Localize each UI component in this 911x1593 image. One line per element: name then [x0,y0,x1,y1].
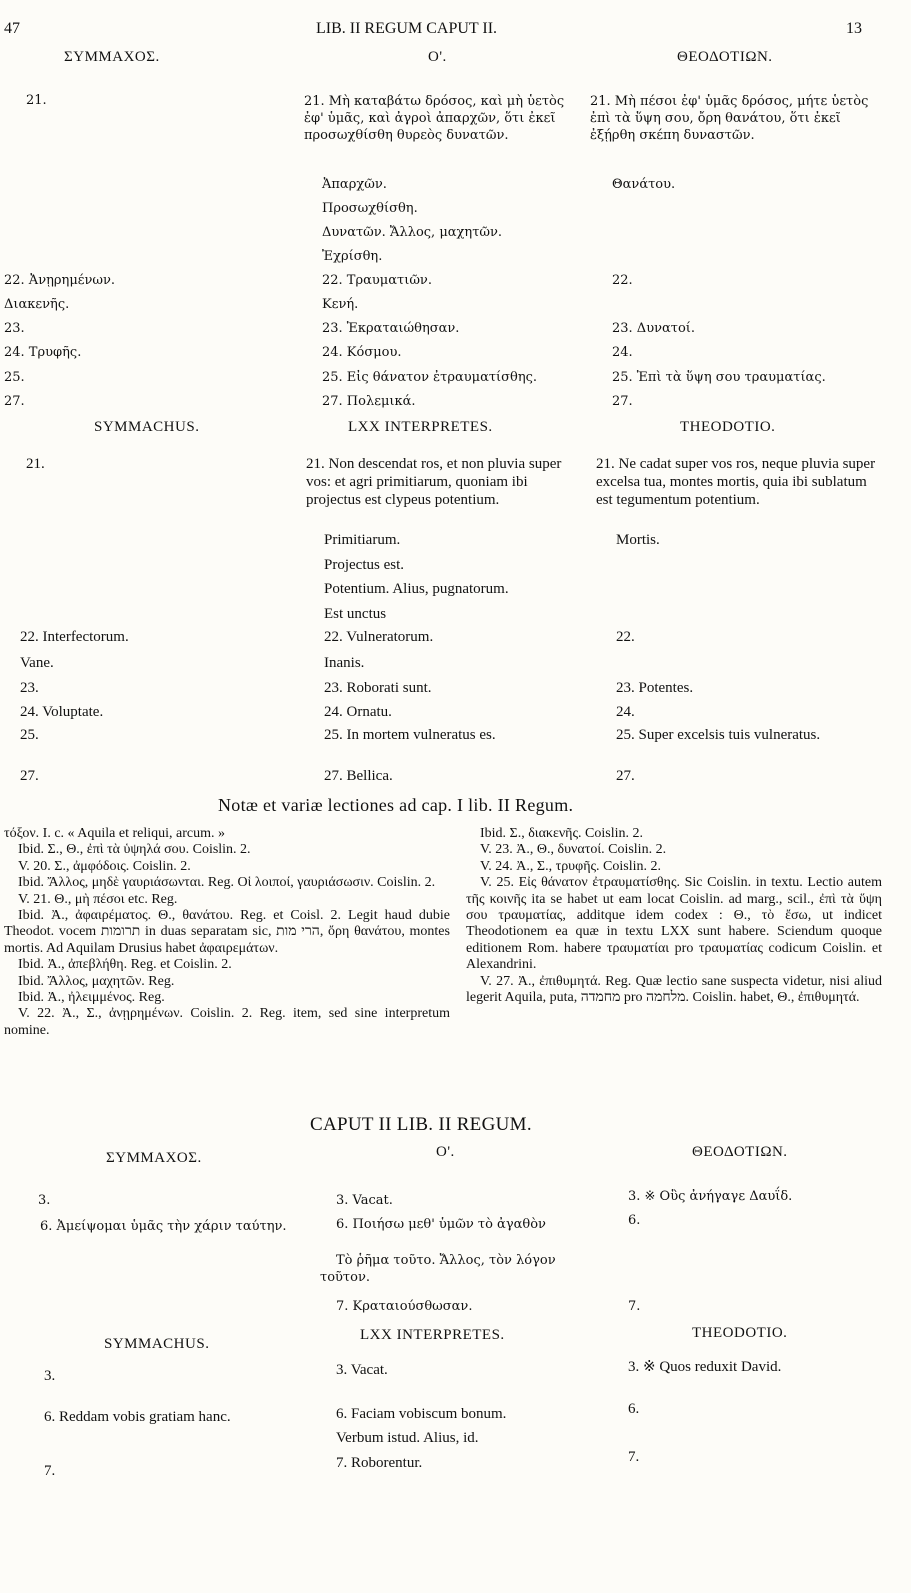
lxx-la-item: Est unctus [324,606,387,622]
theo-la-item: 27. [616,768,635,784]
lxx-gr2-7: 7. Κραταιούσθωσαν. [336,1299,473,1314]
sym-gr-27: 27. [4,394,25,409]
lxx-la-item: 27. Bellica. [324,768,393,784]
lxx-gr-item: 23. Ἐκραταιώθησαν. [322,321,460,336]
lxx-la-item: 24. Ornatu. [324,704,392,720]
lxx-la-item: 22. Vulneratorum. [324,629,434,645]
col-head-theodotio-la-2: THEODOTIO. [692,1325,788,1341]
lxx-la-item: Potentium. Alius, pugnatorum. [324,581,509,597]
lxx-gr2-3: 3. Vacat. [336,1193,393,1208]
lxx-la2-note: Verbum istud. Alius, id. [336,1430,479,1446]
note-entry: V. 21. Θ., μὴ πέσοι etc. Reg. [18,891,178,907]
theo-la2-3: 3. ※ Quos reduxit David. [628,1359,782,1375]
theo-gr2-7: 7. [628,1299,641,1314]
theo-gr-item: Θανάτου. [612,177,676,192]
theo-la2-7: 7. [628,1449,640,1465]
sym-gr-diakenes: Διακενῆς. [4,297,70,312]
col-head-lxx-gr-2: O'. [436,1144,455,1160]
note-entry: V. 27. Ἀ., ἐπιθυμητά. Reg. Quæ lectio sane suspecta videtur, nisi aliud legerit Aquila, puta, מחמדה pro מלחמה. Coislin. habet, Θ., ἐπιθυμητά. [466,973,882,1006]
theo-gr-item: 25. Ἐπὶ τὰ ὕψη σου τραυματίας. [612,370,826,385]
col-head-theodotion-gr-2: ΘΕΟΔΟΤΙΩΝ. [692,1144,788,1160]
lxx-gr-item: Προσωχθίσθη. [322,201,418,216]
col-head-symmachus-gr: ΣΥΜΜΑΧΟΣ. [64,49,160,65]
note-entry: V. 24. Ἀ., Σ., τρυφῆς. Coislin. 2. [480,858,662,874]
theo-la-item: 25. Super excelsis tuis vulneratus. [616,727,821,743]
sym-gr-23: 23. [4,321,25,336]
theo-gr-item: 27. [612,394,633,409]
sym-la-vane: Vane. [20,655,54,671]
note-entry: Ibid. Ἄλλος, μηδὲ γαυριάσωνται. Reg. Οἱ λοιποί, γαυριάσωσιν. Coislin. 2. [18,875,436,891]
theo-gr-item: 23. Δυνατοί. [612,321,696,336]
lxx-la-item: 25. In mortem vulneratus es. [324,727,496,743]
lxx-la2-3: 3. Vacat. [336,1362,388,1378]
theo-la-item: Mortis. [616,532,660,548]
lxx-gr-item: Ἐχρίσθη. [322,249,383,264]
lxx-gr-21: 21. Μὴ καταβάτω δρόσος, καὶ μὴ ὑετὸς ἐφ' ὑμᾶς, καὶ ἀγροὶ ἀπαρχῶν, ὅτι ἐκεῖ προσωχθίσθη θυρεὸς δυνατῶν. [304,94,565,143]
col-head-symmachus-gr-2: ΣΥΜΜΑΧΟΣ. [106,1150,202,1166]
lxx-la-21: 21. Non descendat ros, et non pluvia super vos: et agri primitiarum, quoniam ibi projectus est clypeus potentium. [306,456,562,508]
note-entry: Ibid. Ἀ., ἀφαιρέματος. Θ., θανάτου. Reg. et Coisl. 2. Legit haud dubie Theodot. vocem תרומות in duas separatam sic, הרי מות, ὄρη θανάτου, montes mortis. Ad Aquilam Drusius habet ἀφαιρεμάτων. [4,908,450,956]
sym-la-27: 27. [20,768,39,784]
note-entry: V. 23. Ἀ., Θ., δυνατοί. Coislin. 2. [480,842,667,858]
sym-gr-24: 24. Τρυφῆς. [4,345,82,360]
sym-la2-6: 6. Reddam vobis gratiam hanc. [44,1409,231,1425]
theo-gr2-6: 6. [628,1213,641,1228]
note-entry: Ibid. Σ., Θ., ἐπὶ τὰ ὑψηλά σου. Coislin. 2. [18,842,251,858]
lxx-la-item: Primitiarum. [324,532,401,548]
sym-la2-3: 3. [44,1368,56,1384]
lxx-gr-item: 22. Τραυματιῶν. [322,273,432,288]
note-entry: Ibid. Ἀ., ἠλειμμένος. Reg. [18,990,165,1006]
lxx-gr-item: 27. Πολεμικά. [322,394,416,409]
note-entry: V. 20. Σ., ἀμφόδοις. Coislin. 2. [18,858,191,874]
theo-gr-item: 24. [612,345,633,360]
theo-la-item: 22. [616,629,635,645]
theo-gr2-3: 3. ※ Οὓς ἀνήγαγε Δαυΐδ. [628,1189,793,1204]
col-head-lxx-la-2: LXX INTERPRETES. [360,1327,505,1343]
col-head-theodotio-la: THEODOTIO. [680,419,776,435]
sym-la-22: 22. Interfectorum. [20,629,129,645]
sym-gr2-6: 6. Ἀμείψομαι ὑμᾶς τὴν χάριν ταύτην. [40,1219,287,1234]
theo-la-item: 24. [616,704,635,720]
note-entry: Ibid. Ἄλλος, μαχητῶν. Reg. [18,973,175,989]
lxx-la2-6: 6. Faciam vobiscum bonum. [336,1406,507,1422]
lxx-gr-item: Κενή. [322,297,359,312]
sym-la-21: 21. [26,456,45,472]
lxx-la-item: Projectus est. [324,557,404,573]
lxx-gr2-note: Τὸ ῥῆμα τοῦτο. Ἄλλος, τὸν λόγον τοῦτον. [320,1253,556,1285]
col-head-theodotion-gr: ΘΕΟΔΟΤΙΩΝ. [677,49,773,65]
chapter-caption: CAPUT II LIB. II REGUM. [310,1114,532,1135]
theo-gr-21: 21. Μὴ πέσοι ἐφ' ὑμᾶς δρόσος, μήτε ὑετὸς ἐπὶ τὰ ὕψη σου, ὄρη θανάτου, ὅτι ἐκεῖ ἐξῄρθη σκέπη δυναστῶν. [590,94,869,143]
sym-la-24: 24. Voluptate. [20,704,104,720]
note-entry: V. 25. Εἰς θάνατον ἐτραυματίσθης. Sic Coislin. in textu. Lectio autem τῆς κοινῆς ita se habet ut eam locat Coislin. ad marg., scil., ἐπὶ τὰ ὕψη σου τραυματίας, additque idem codex : Θ., τὸ ἔσω, ut indicet Theodotionem ea quæ in textu LXX sunt habere. Sciendum quoque editionem Rom. habere τραυματίαι pro τραυματίας codicum Coislin. et Alexandrini. [466,875,882,973]
lxx-gr-item: Ἀπαρχῶν. [322,177,387,192]
sym-gr-25: 25. [4,370,25,385]
lxx-la-item: Inanis. [324,655,365,671]
lxx-la2-7: 7. Roborentur. [336,1455,423,1471]
lxx-gr2-6: 6. Ποιήσω μεθ' ὑμῶν τὸ ἀγαθὸν [336,1217,546,1232]
page-number-left: 47 [4,20,20,37]
sym-la-23: 23. [20,680,39,696]
running-title: LIB. II REGUM CAPUT II. [316,20,498,37]
lxx-gr-item: 25. Εἰς θάνατον ἐτραυματίσθης. [322,370,538,385]
sym-gr2-3: 3. [38,1193,51,1208]
lxx-gr-item: Δυνατῶν. Ἄλλος, μαχητῶν. [322,225,503,240]
note-entry: τόξον. I. c. « Aquila et reliqui, arcum. » [4,826,226,841]
sym-gr-21: 21. [26,93,47,108]
notes-left-column [4,826,450,1039]
sym-la2-7: 7. [44,1463,56,1479]
note-entry: V. 22. Ἀ., Σ., ἀνῃρημένων. Coislin. 2. Reg. item, sed sine interpretum nomine. [4,1006,450,1038]
theo-la-item: 23. Potentes. [616,680,694,696]
lxx-gr-item: 24. Κόσμου. [322,345,402,360]
theo-la-21: 21. Ne cadat super vos ros, neque pluvia super excelsa tua, montes mortis, quia ibi sublatum est tegumentum potentium. [596,456,876,508]
col-head-symmachus-la: SYMMACHUS. [94,419,200,435]
theo-gr-item: 22. [612,273,633,288]
notes-heading: Notæ et variæ lectiones ad cap. I lib. II Regum. [218,795,574,815]
col-head-lxx-la: LXX INTERPRETES. [348,419,493,435]
page-number-right: 13 [846,20,862,37]
notes-right-column [466,826,882,1006]
sym-la-25: 25. [20,727,39,743]
col-head-symmachus-la-2: SYMMACHUS. [104,1336,210,1352]
note-entry: Ibid. Ἀ., ἀπεβλήθη. Reg. et Coislin. 2. [18,957,232,973]
theo-la2-6: 6. [628,1401,640,1417]
note-entry: Ibid. Σ., διακενῆς. Coislin. 2. [480,826,643,841]
sym-gr-22: 22. Ἀνῃρημένων. [4,273,116,288]
lxx-la-item: 23. Roborati sunt. [324,680,432,696]
col-head-lxx-gr: O'. [428,49,447,65]
